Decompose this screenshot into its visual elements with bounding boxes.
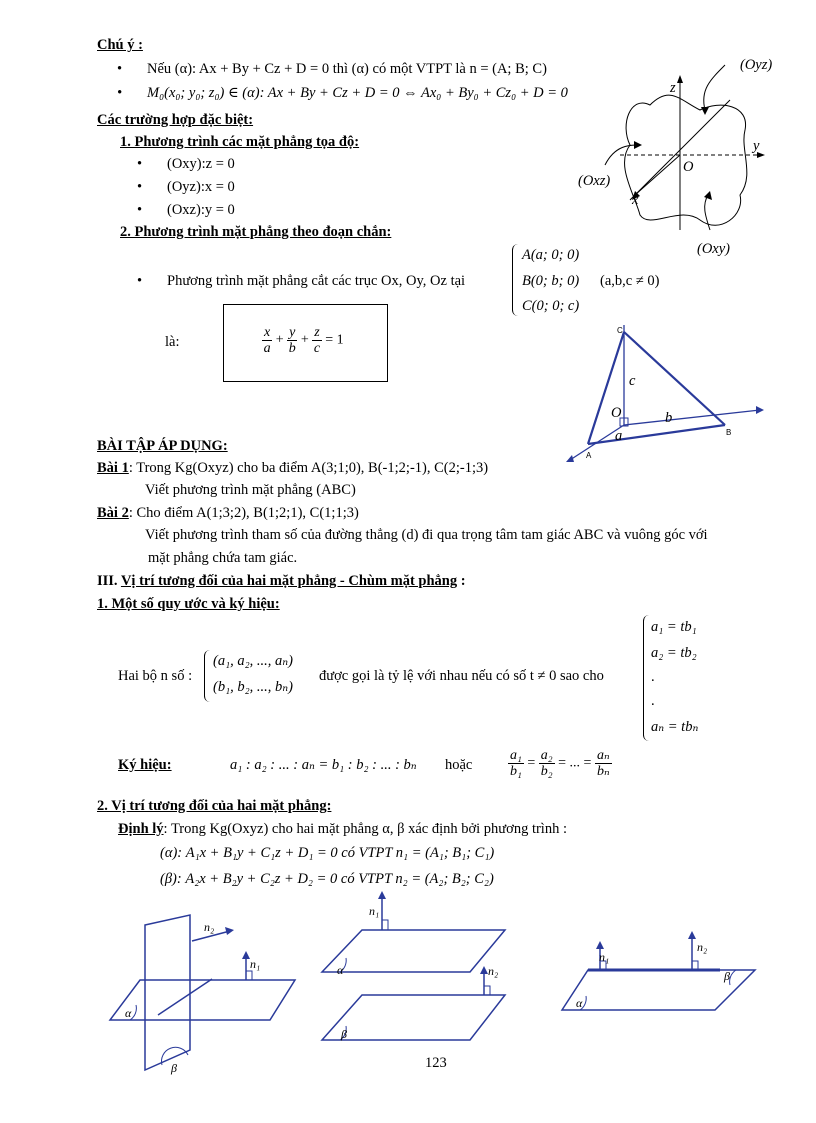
- sets-brace: [204, 650, 211, 702]
- exercise-2-task-2: mặt phẳng chứa tam giác.: [148, 550, 298, 566]
- fig3-alpha: α: [576, 996, 583, 1010]
- theorem: Định lý: Trong Kg(Oxyz) cho hai mặt phẳng α, β xác định bởi phương trình :: [118, 821, 567, 837]
- two-sets-label: Hai bộ n số :: [118, 668, 193, 684]
- notation-label: Ký hiệu:: [118, 757, 172, 773]
- exercise-1: Bài 1: Trong Kg(Oxyz) cho ba điểm A(3;1;0), B(-1;2;-1), C(2;-1;3): [97, 460, 489, 476]
- note-line-1: • Nếu (α): Ax + By + Cz + D = 0 thì (α) có một VTPT là n = (A; B; C): [147, 60, 547, 78]
- set-b: (b₁, b₂, ..., bₙ): [213, 679, 293, 695]
- coord-planes-heading: 1. Phương trình các mặt phẳng tọa độ:: [120, 134, 360, 150]
- segment-a: a: [615, 428, 623, 444]
- fig3-n1: n₁: [599, 950, 610, 964]
- vertex-b: B: [726, 428, 732, 437]
- notation-expr: a₁ : a₂ : ... : aₙ = b₁ : b₂ : ... : bₙ: [230, 757, 417, 773]
- relative-position-heading: 2. Vị trí tương đối của hai mặt phẳng:: [97, 798, 332, 814]
- label-oyz: (Oyz): [740, 57, 773, 73]
- point-a: A(a; 0; 0): [522, 247, 580, 263]
- exercise-2: Bài 2: Cho điểm A(1;3;2), B(1;2;1), C(1;1;3): [97, 505, 359, 521]
- plane-oyz: • (Oyz):x = 0: [167, 178, 235, 196]
- vertex-a: A: [586, 451, 592, 460]
- or-text: hoặc: [445, 757, 473, 773]
- segment-b: b: [665, 410, 673, 426]
- la-label: là:: [165, 334, 180, 350]
- axis-z-label: z: [670, 80, 676, 96]
- fig1-n2: n₂: [204, 920, 215, 934]
- plane-oxy: • (Oxy):z = 0: [167, 155, 235, 173]
- note-title: Chú ý :: [97, 37, 143, 53]
- intersecting-planes-figure: [100, 905, 300, 1085]
- note-line-2: • M₀(x₀; y₀; z₀) ∈ (α): Ax + By + Cz + D = 0 ⇔ Ax₀ + By₀ + Cz₀ + D = 0: [147, 84, 568, 102]
- intercept-text: • Phương trình mặt phẳng cắt các trục Ox, Oy, Oz tại: [167, 272, 465, 290]
- fig1-n1: n₁: [250, 957, 261, 971]
- tetra-origin: O: [611, 405, 622, 421]
- fig2-n2: n₂: [488, 964, 499, 978]
- proportional-text: được gọi là tỷ lệ với nhau nếu có số t ≠ 0 sao cho: [319, 668, 604, 684]
- exercise-1-task: Viết phương trình mặt phẳng (ABC): [145, 482, 356, 498]
- set-a: (a₁, a₂, ..., aₙ): [213, 653, 293, 669]
- equation-alpha: (α): A₁x + B₁y + C₁z + D₁ = 0 có VTPT n₁ = (A₁; B₁; C₁): [160, 845, 495, 861]
- intercept-heading: 2. Phương trình mặt phẳng theo đoạn chắn:: [120, 224, 392, 240]
- exercise-2-task-1: Viết phương trình tham số của đường thẳng (d) đi qua trọng tâm tam giác ABC và vuông góc với: [145, 527, 708, 543]
- equation-beta: (β): A₂x + B₂y + C₂z + D₂ = 0 có VTPT n₂ = (A₂; B₂; C₂): [160, 871, 494, 887]
- page-number: 123: [425, 1055, 447, 1071]
- axis-x-label: x: [632, 192, 639, 208]
- fig3-n2: n₂: [697, 940, 708, 954]
- exercises-title: BÀI TẬP ÁP DỤNG:: [97, 438, 228, 454]
- fig2-beta: β: [341, 1027, 347, 1041]
- origin-label: O: [683, 159, 694, 175]
- segment-c: c: [629, 373, 636, 389]
- fig2-alpha: α: [337, 963, 344, 977]
- fig3-beta: β: [724, 969, 730, 983]
- fig2-n1: n₁: [369, 904, 380, 918]
- ratio-expr: $\frac{\text{a₁}}{\text{b₁}}$ = $\frac{\text{a₂}}{\text{b₂}}$ = ... = $\frac{\text{aₙ}}{\text{bₙ}}$: [510, 748, 610, 779]
- point-c: C(0; 0; c): [522, 298, 580, 314]
- fig1-beta: β: [171, 1061, 177, 1075]
- label-oxz: (Oxz): [578, 173, 611, 189]
- label-oxy: (Oxy): [697, 241, 731, 257]
- section-3-title: III. Vị trí tương đối của hai mặt phẳng - Chùm mặt phẳng :: [97, 573, 466, 589]
- special-cases-title: Các trường hợp đặc biệt:: [97, 112, 254, 128]
- sys-line-1: a₁ = tb₁: [651, 619, 697, 635]
- sys-line-4: .: [651, 693, 655, 709]
- sys-line-2: a₂ = tb₂: [651, 645, 697, 661]
- vertex-c: C: [617, 326, 623, 335]
- system-brace: [643, 615, 650, 741]
- plane-oxz: • (Oxz):y = 0: [167, 201, 235, 219]
- points-brace: [512, 244, 519, 316]
- sys-line-3: .: [651, 669, 655, 685]
- sys-line-5: aₙ = tbₙ: [651, 719, 699, 735]
- intercept-condition: (a,b,c ≠ 0): [600, 273, 660, 289]
- point-b: B(0; b; 0): [522, 273, 580, 289]
- conventions-heading: 1. Một số quy ước và ký hiệu:: [97, 596, 280, 612]
- axis-y-label: y: [753, 138, 760, 154]
- fig1-alpha: α: [125, 1006, 132, 1020]
- coincident-planes-figure: [560, 925, 760, 1035]
- intercept-formula-box: $\frac{x}{a}$ + $\frac{y}{b}$ + $\frac{z}{c}$ = 1: [223, 304, 388, 382]
